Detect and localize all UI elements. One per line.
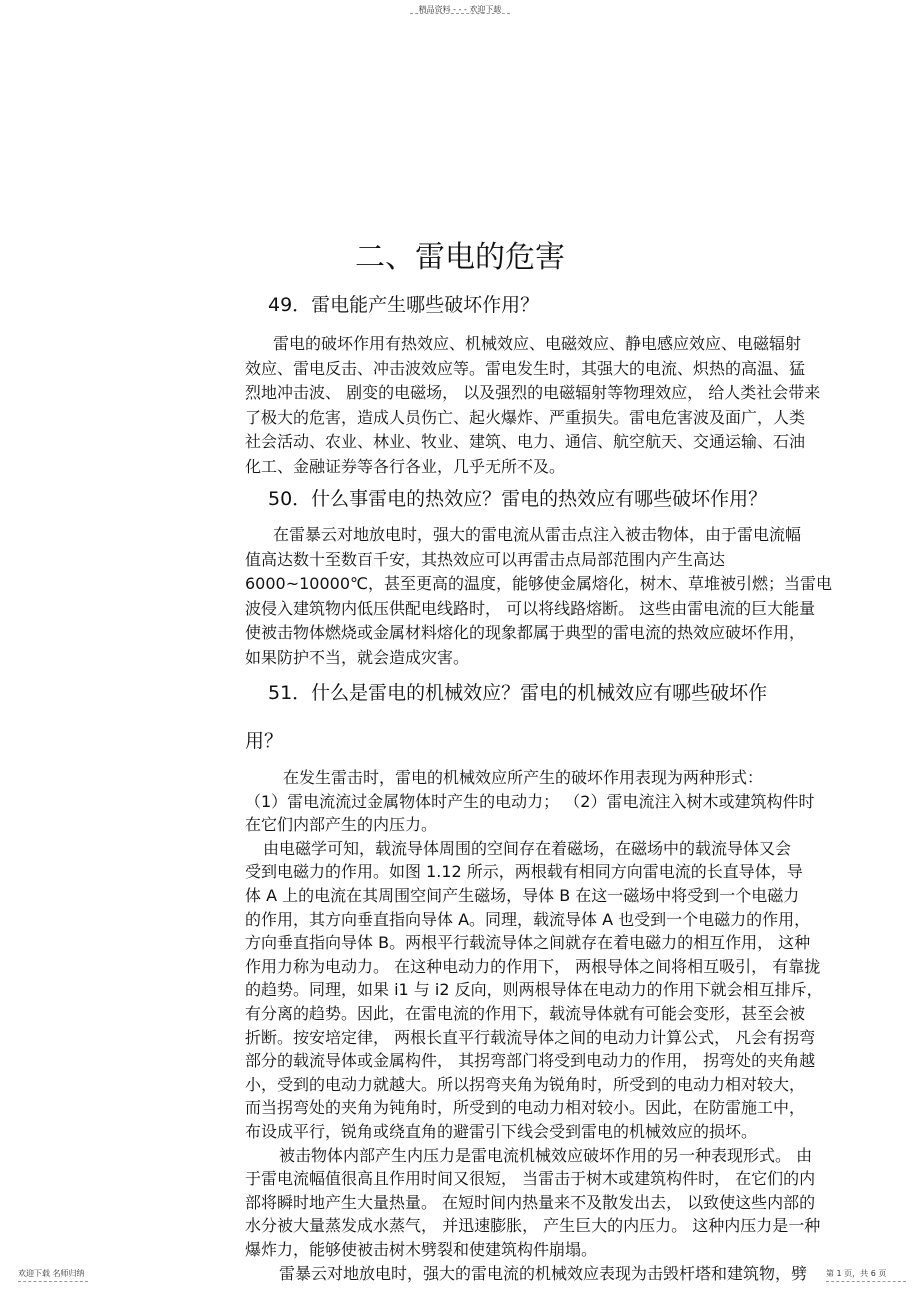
paragraph-line: 雷电的破坏作用有热效应、机械效应、电磁效应、静电感应效应、电磁辐射 [273,334,802,353]
paragraph-line: 有分离的趋势。因此，在雷电流的作用下，载流导体就有可能会变形，甚至会被 [245,1004,806,1023]
paragraph-line: 小，受到的电动力就越大。所以拐弯夹角为锐角时，所受到的电动力相对较大， [245,1074,806,1094]
paragraph-line: 效应、雷电反击、冲击波效应等。雷电发生时，其强大的电流、炽热的高温、猛 [245,358,806,378]
paragraph-line: 被击物体内部产生内压力是雷电流机械效应破坏作用的另一种表现形式。 由 [279,1145,813,1165]
paragraph-line: 体 A 上的电流在其周围空间产生磁场，导体 B 在这一磁场中将受到一个电磁力 [245,886,800,905]
paragraph-line: 如果防护不当，就会造成灾害。 [245,647,470,667]
footer-left-divider [18,1281,88,1282]
paragraph-line: （1）雷电流流过金属物体时产生的电动力； （2）雷电流注入树木或建筑构件时 [245,791,815,811]
paragraph-line: 而当拐弯处的夹角为钝角时，所受到的电动力相对较小。因此，在防雷施工中， [245,1098,806,1118]
page-header: 精品资料 - - - 欢迎下载 [418,5,502,14]
paragraph-line: 了极大的危害，造成人员伤亡、起火爆炸、严重损失。雷电危害波及面广，人类 [245,407,806,427]
question-51-continued: 用？ [245,730,284,752]
paragraph-line: 6000~10000℃，甚至更高的温度，能够使金属熔化，树木、草堆被引燃；当雷电 [245,574,832,593]
paragraph-line: 爆炸力，能够使被击树木劈裂和使建筑构件崩塌。 [245,1240,598,1259]
paragraph-line: 的作用，其方向垂直指向导体 A。同理，载流导体 A 也受到一个电磁力的作用， [245,909,811,929]
paragraph-line: 波侵入建筑物内低压供配电线路时， 可以将线路熔断。 这些由雷电流的巨大能量 [245,598,816,618]
paragraph-line: 在它们内部产生的内压力。 [245,815,438,835]
paragraph-line: 布设成平行，锐角或绕直角的避雷引下线会受到雷电的机械效应的损坏。 [245,1122,758,1141]
paragraph-line: 社会活动、农业、林业、牧业、建筑、电力、通信、航空航天、交通运输、石油 [245,432,806,451]
paragraph-line: 部分的载流导体或金属构件， 其拐弯部门将受到电动力的作用， 拐弯处的夹角越 [245,1051,816,1071]
paragraph-line: 作用力称为电动力。 在这种电动力的作用下， 两根导体之间将相互吸引， 有靠拢 [245,956,821,976]
paragraph-line: 受到电磁力的作用。如图 1.12 所示，两根载有相同方向雷电流的长直导体，导 [245,862,803,882]
paragraph-line: 化工、金融证券等各行各业，几乎无所不及。 [245,456,566,476]
paragraph-line: 水分被大量蒸发成水蒸气， 并迅速膨胀， 产生巨大的内压力。 这种内压力是一种 [245,1216,821,1236]
paragraph-line: 由电磁学可知，载流导体周围的空间存在着磁场，在磁场中的载流导体又会 [263,838,792,858]
section-title: 二、雷电的危害 [355,240,565,275]
footer-left: 欢迎下载 名师归纳 [18,1269,85,1278]
header-divider [410,13,510,14]
paragraph-line: 于雷电流幅值很高且作用时间又很短， 当雷击于树木或建筑构件时， 在它们的内 [245,1169,816,1189]
paragraph-line: 折断。按安培定律， 两根长直平行载流导体之间的电动力计算公式， 凡会有拐弯 [245,1027,816,1047]
paragraph-line: 在发生雷击时，雷电的机械效应所产生的破坏作用表现为两种形式： [283,768,764,787]
paragraph-line: 部将瞬时地产生大量热量。 在短时间内热量来不及散发出去， 以致使这些内部的 [245,1192,816,1212]
footer-right-divider [826,1281,906,1282]
paragraph-line: 使被击物体燃烧或金属材料熔化的现象都属于典型的雷电流的热效应破坏作用， [245,623,806,642]
paragraph-line: 方向垂直指向导体 B。两根平行载流导体之间就存在着电磁力的相互作用， 这种 [245,933,811,953]
question-49: 49．雷电能产生哪些破坏作用？ [268,294,540,316]
question-50: 50．什么事雷电的热效应？雷电的热效应有哪些破坏作用？ [268,488,768,510]
paragraph-line: 烈地冲击波、 剧变的电磁场， 以及强烈的电磁辐射等物理效应， 给人类社会带来 [245,383,821,402]
paragraph-line: 雷暴云对地放电时，强大的雷电流的机械效应表现为击毁杆塔和建筑物，劈 [279,1263,808,1283]
page-number: 第 1 页，共 6 页 [826,1269,887,1278]
paragraph-line: 值高达数十至数百千安，其热效应可以再雷击点局部范围内产生高达 [245,549,726,569]
paragraph-line: 在雷暴云对地放电时，强大的雷电流从雷击点注入被击物体，由于雷电流幅 [273,525,802,544]
paragraph-line: 的趋势。同理，如果 i1 与 i2 反向，则两根导体在电动力的作用下就会相互排斥， [245,980,823,1000]
question-51: 51．什么是雷电的机械效应？雷电的机械效应有哪些破坏作 [268,682,768,704]
